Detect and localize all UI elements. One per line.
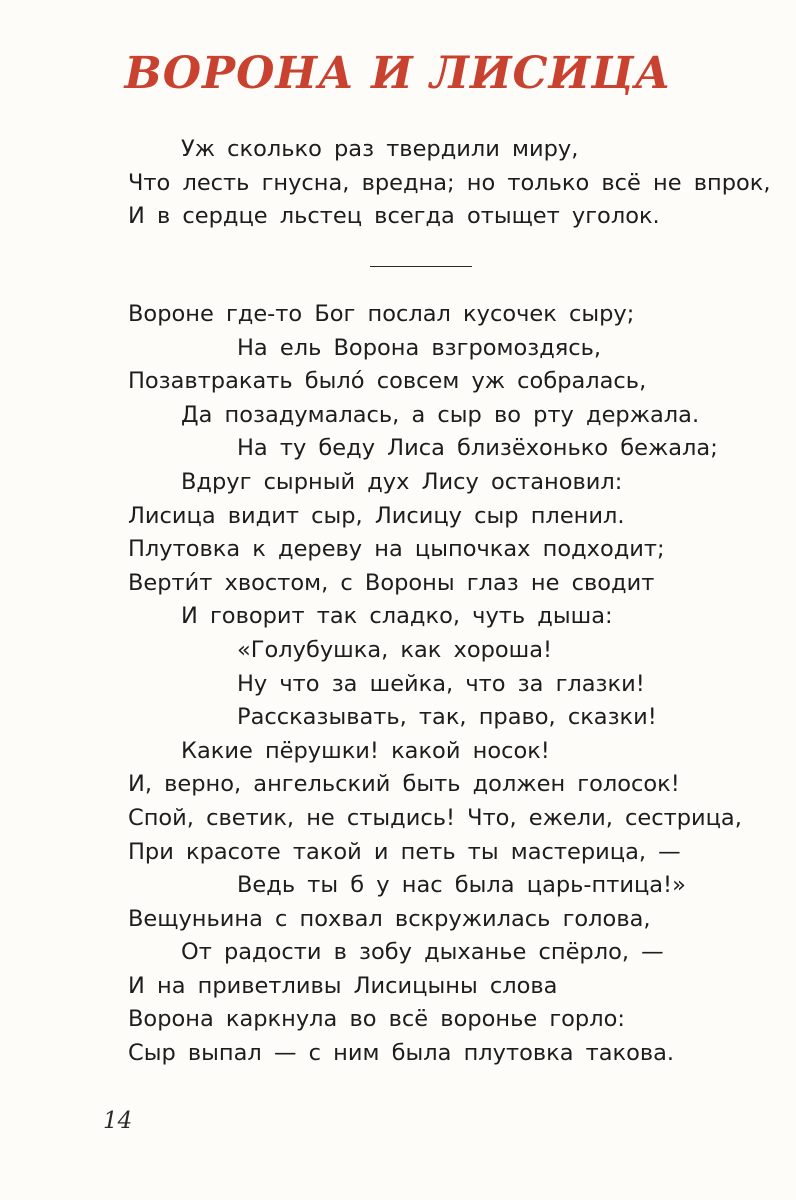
poem-title: ВОРОНА И ЛИСИЦА xyxy=(124,48,672,99)
verse-line: Вдруг сырный дух Лису остановил: xyxy=(181,468,623,495)
verse-line: При красоте такой и петь ты мастерица, — xyxy=(128,838,681,865)
verse-line: И, верно, ангельский быть должен голосок! xyxy=(128,771,680,798)
verse-line: Спой, светик, не стыдись! Что, ежели, сестрица, xyxy=(128,804,742,831)
verse-line: Плутовка к дереву на цыпочках подходит; xyxy=(128,536,665,563)
verse-line: Да позадумалась, а сыр во рту держала. xyxy=(181,401,700,428)
verse-line: На ту беду Лиса близёхонько бежала; xyxy=(237,435,718,462)
verse-line: Ну что за шейка, что за глазки! xyxy=(237,670,645,697)
verse-line: На ель Ворона взгромоздясь, xyxy=(237,334,602,361)
verse-line: Рассказывать, так, право, сказки! xyxy=(237,704,657,731)
verse-line: Вещуньина с похвал вскружилась голова, xyxy=(128,905,651,932)
verse-line: Ведь ты б у нас была царь-птица!» xyxy=(237,872,686,899)
verse-line: Вороне где-то Бог послал кусочек сыру; xyxy=(128,301,635,327)
page-number: 14 xyxy=(103,1108,133,1134)
verse-line: Позавтракать было́ совсем уж собралась, xyxy=(128,368,647,395)
verse-line: Ворона каркнула во всё воронье горло: xyxy=(128,1006,625,1033)
epigraph-line: Что лесть гнусна, вредна; но только всё не впрок, xyxy=(128,169,771,196)
epigraph-line: И в сердце льстец всегда отыщет уголок. xyxy=(128,203,660,230)
verse-line: Какие пёрушки! какой носок! xyxy=(181,737,550,764)
epigraph xyxy=(0,133,796,234)
section-divider xyxy=(370,266,472,267)
verse-line: «Голубушка, как хороша! xyxy=(237,636,553,663)
epigraph-line: Уж сколько раз твердили миру, xyxy=(181,136,579,162)
verse-line: И на приветливы Лисицыны слова xyxy=(128,972,558,999)
verse-line: Верти́т хвостом, с Вороны глаз не сводит xyxy=(128,569,655,596)
verse-line: Лисица видит сыр, Лисицу сыр пленил. xyxy=(128,502,625,529)
verse-line: И говорит так сладко, чуть дыша: xyxy=(181,603,613,630)
verse-line: От радости в зобу дыханье спёрло, — xyxy=(181,939,664,966)
poem-body xyxy=(0,298,796,1071)
verse-line: Сыр выпал — с ним была плутовка такова. xyxy=(128,1040,675,1067)
